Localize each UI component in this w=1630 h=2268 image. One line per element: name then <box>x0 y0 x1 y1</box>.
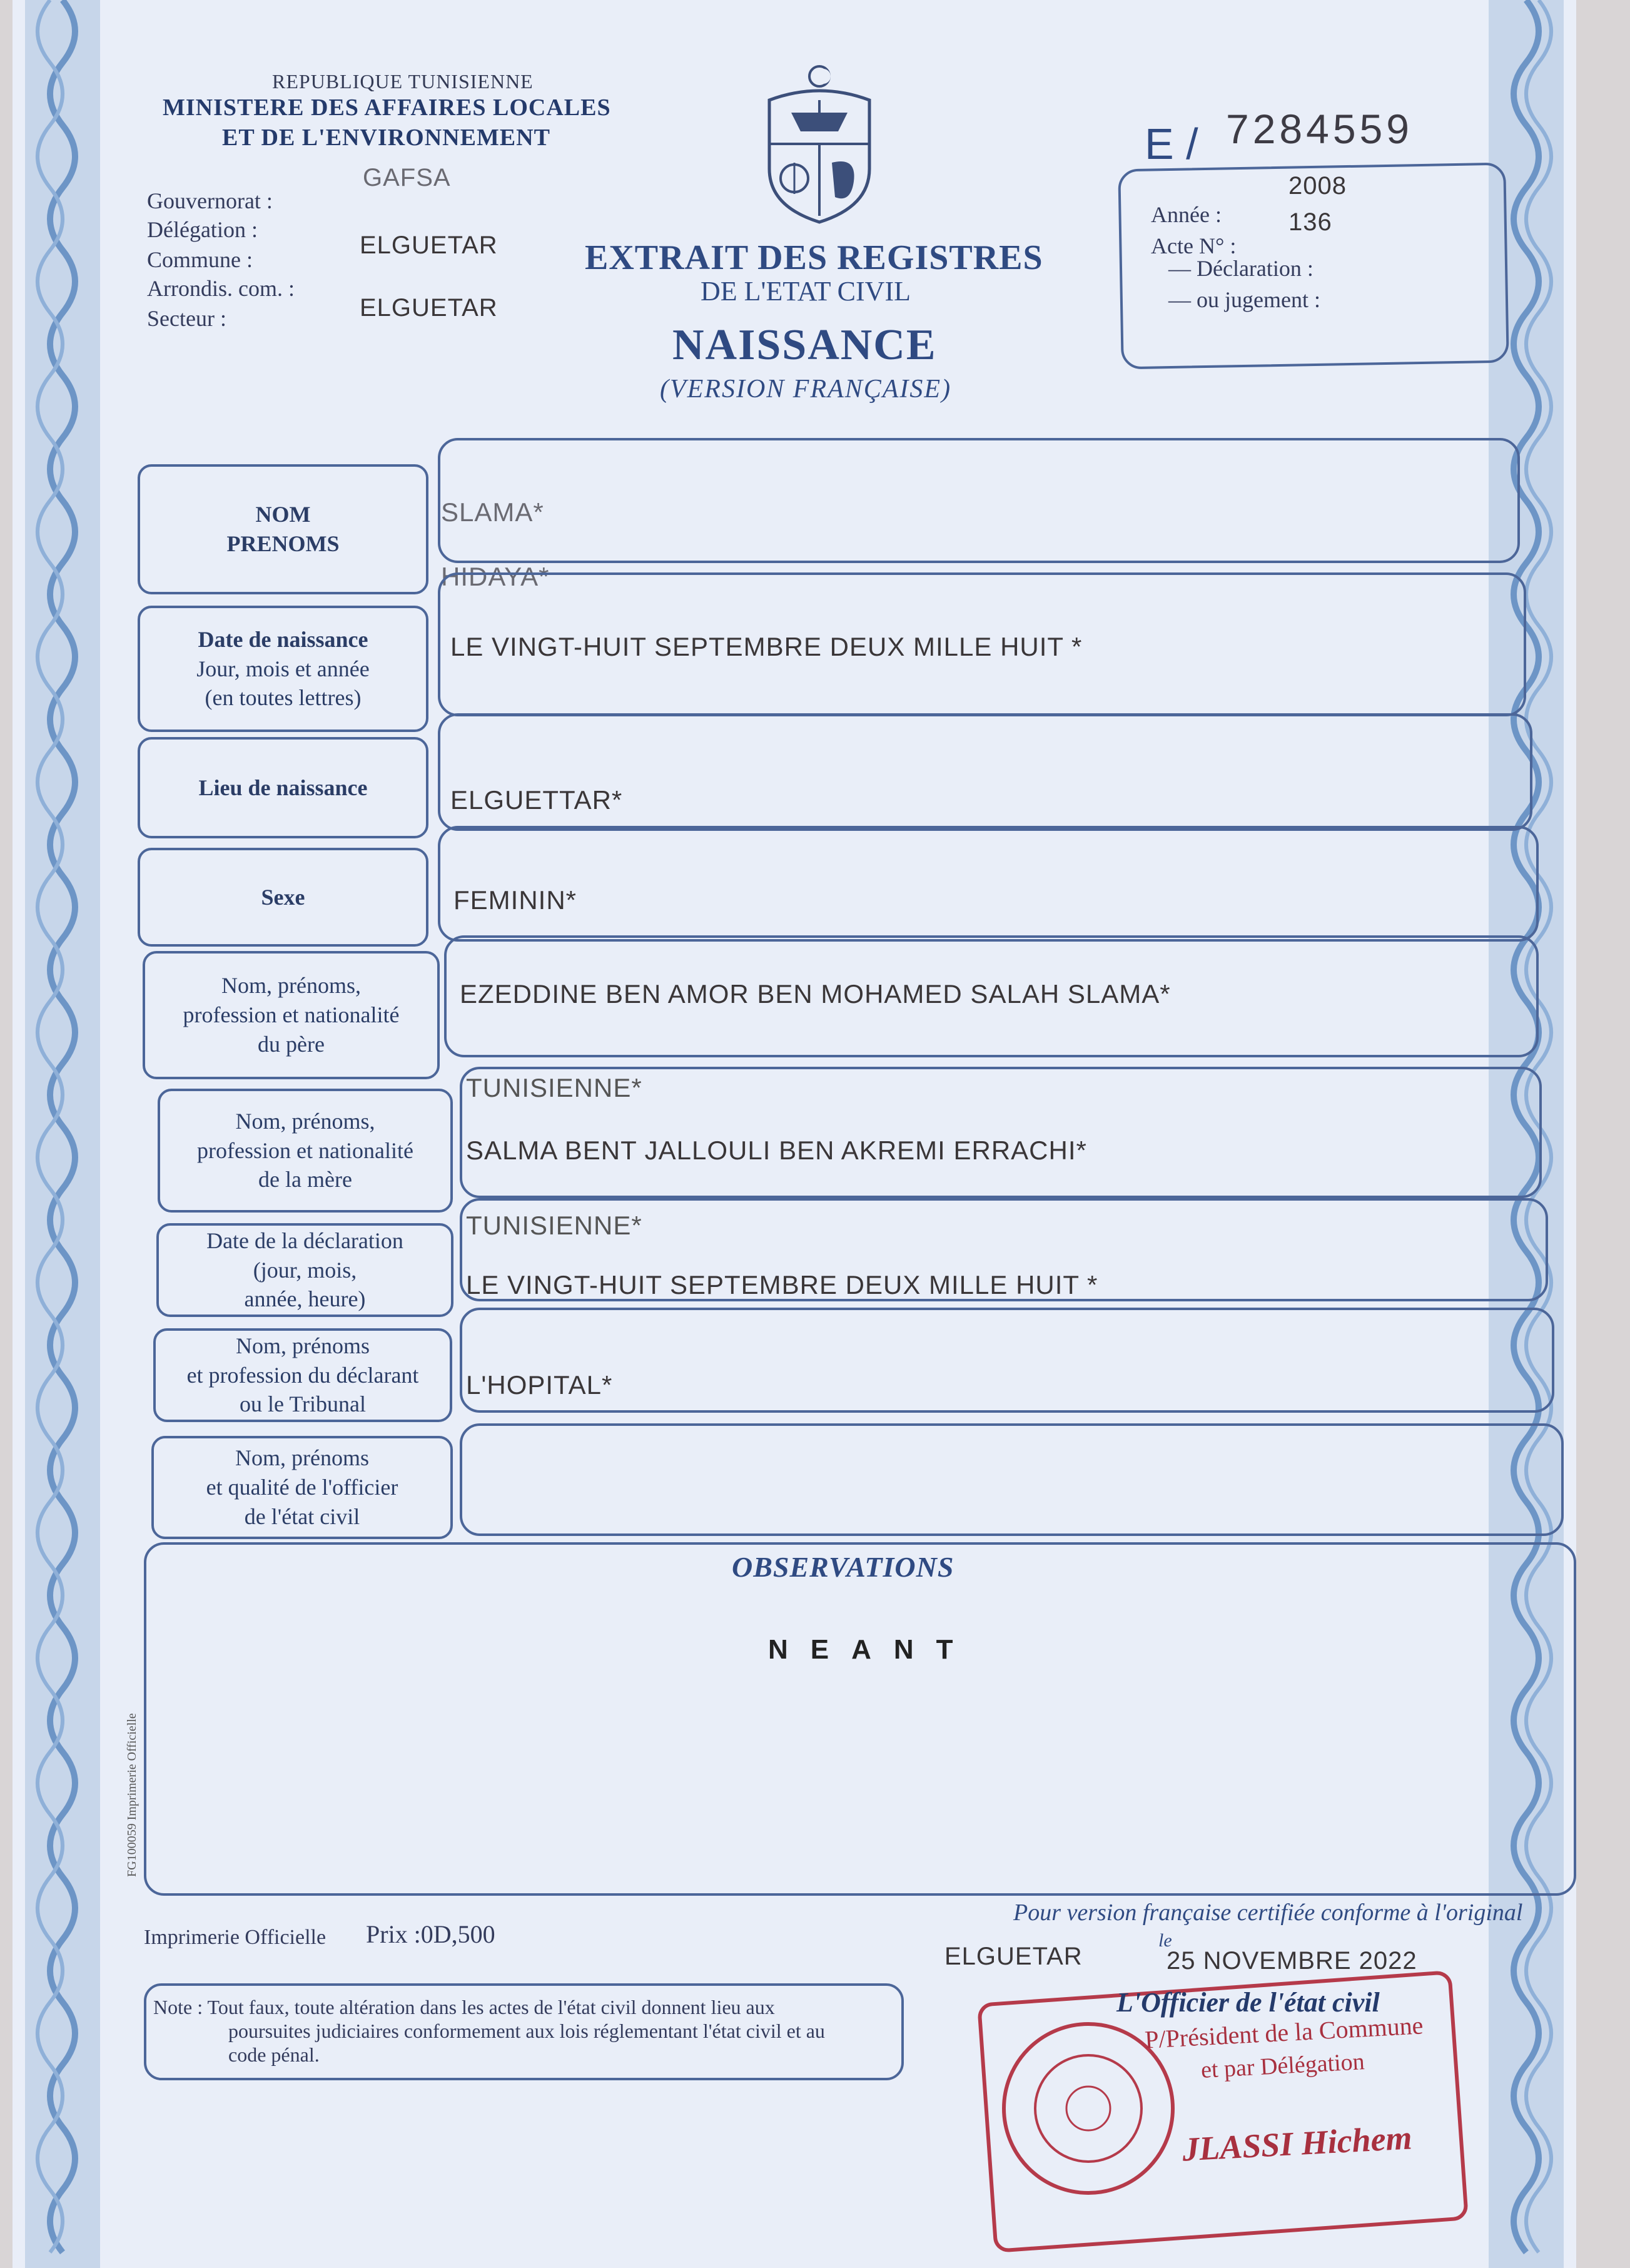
note-line1: Note : Tout faux, toute altération dans les actes de l'état civil donnent lieu aux <box>153 1996 775 2018</box>
pere-label-box <box>143 951 440 1079</box>
mere-label-3: de la mère <box>258 1167 352 1192</box>
declarant-label-3: ou le Tribunal <box>239 1391 367 1417</box>
prix-label: Prix :0D,500 <box>366 1920 495 1948</box>
date-naissance-value: LE VINGT-HUIT SEPTEMBRE DEUX MILLE HUIT * <box>450 632 1083 661</box>
date-naissance-label-box <box>138 606 428 732</box>
mere-label-1: Nom, prénoms, <box>235 1108 375 1134</box>
imprimerie-label: Imprimerie Officielle <box>144 1926 327 1949</box>
left-border-pattern <box>25 0 100 2268</box>
footer-le: le <box>1158 1930 1172 1951</box>
nom-prenoms-label-box <box>138 464 428 594</box>
tunisia-coat-of-arms <box>757 63 882 225</box>
secteur-label: Secteur : <box>147 306 226 331</box>
officier-label-1: Nom, prénoms <box>235 1445 369 1471</box>
lieu-naissance-label: Lieu de naissance <box>198 775 368 800</box>
date-naissance-sub2: (en toutes lettres) <box>205 685 362 711</box>
jugement-type-label: — ou jugement : <box>1168 287 1320 312</box>
sexe-value: FEMININ* <box>453 885 577 915</box>
annee-value: 2008 <box>1288 172 1347 200</box>
declarant-value-box <box>460 1308 1554 1413</box>
delegation-label: Délégation : <box>147 217 258 242</box>
sexe-label: Sexe <box>261 884 305 910</box>
declaration-label-1: Date de la déclaration <box>206 1228 403 1253</box>
observations-title: OBSERVATIONS <box>732 1551 954 1583</box>
signatory-name: JLASSI Hichem <box>1181 2118 1413 2169</box>
president-line: P/Président de la Commune <box>1144 2011 1424 2054</box>
declaration-type-label: — Déclaration : <box>1168 256 1314 281</box>
nom-label: NOM <box>255 502 311 527</box>
officier-value-box <box>460 1423 1564 1536</box>
title-etat-civil: DE L'ETAT CIVIL <box>701 276 911 307</box>
declarant-label-box <box>153 1328 452 1422</box>
lieu-naissance-value: ELGUETTAR* <box>450 785 623 815</box>
declarant-label-2: et profession du déclarant <box>186 1362 419 1388</box>
date-naissance-label: Date de naissance <box>198 626 368 652</box>
certification-text: Pour version française certifiée conforme à l'original <box>1013 1899 1523 1926</box>
mere-nationalite: TUNISIENNE* <box>466 1211 642 1240</box>
officier-label-3: de l'état civil <box>244 1503 360 1529</box>
pere-nationalite: TUNISIENNE* <box>466 1073 642 1102</box>
pere-label-2: profession et nationalité <box>183 1002 400 1028</box>
pere-label-3: du père <box>258 1031 325 1057</box>
ministry-line2: ET DE L'ENVIRONNEMENT <box>222 125 550 151</box>
pere-value: EZEDDINE BEN AMOR BEN MOHAMED SALAH SLAMA* <box>460 979 1171 1009</box>
note-line3: code pénal. <box>228 2043 320 2066</box>
document-sheet <box>13 0 1576 2268</box>
officier-label-box <box>151 1436 453 1539</box>
nom-value: SLAMA* <box>441 497 544 527</box>
observations-value: NEANT <box>768 1634 976 1665</box>
mere-label-2: profession et nationalité <box>197 1137 413 1163</box>
declaration-label-2: (jour, mois, <box>253 1257 357 1283</box>
mere-value-box <box>460 1067 1542 1198</box>
declaration-value: LE VINGT-HUIT SEPTEMBRE DEUX MILLE HUIT * <box>466 1270 1098 1299</box>
date-naissance-sub1: Jour, mois et année <box>196 656 370 681</box>
lieu-naissance-label-box <box>138 737 428 838</box>
footer-date: 25 NOVEMBRE 2022 <box>1167 1947 1417 1975</box>
officier-title: L'Officier de l'état civil <box>1116 1987 1380 2018</box>
serial-prefix: E / <box>1145 120 1198 168</box>
title-version: (VERSION FRANÇAISE) <box>660 375 952 404</box>
ministry-line1: MINISTERE DES AFFAIRES LOCALES <box>163 94 611 121</box>
form-code: FG100059 Imprimerie Officielle <box>125 1713 139 1877</box>
serial-number: 7284559 <box>1226 106 1413 152</box>
delegation-line: et par Délégation <box>1200 2048 1365 2083</box>
annee-label: Année : <box>1151 202 1222 227</box>
officier-label-2: et qualité de l'officier <box>206 1475 398 1500</box>
delegation-value: ELGUETAR <box>360 231 498 259</box>
mere-label-box <box>158 1089 453 1213</box>
nom-value-box <box>438 438 1520 563</box>
commune-label: Commune : <box>147 247 253 272</box>
declaration-label-box <box>156 1223 453 1317</box>
observations-box <box>144 1542 1576 1896</box>
footer-place: ELGUETAR <box>944 1943 1083 1970</box>
declarant-value: L'HOPITAL* <box>466 1370 613 1400</box>
prenoms-label: PRENOMS <box>226 531 340 556</box>
sexe-label-box <box>138 848 428 947</box>
arrondissement-label: Arrondis. com. : <box>147 276 295 301</box>
acte-value: 136 <box>1288 208 1332 236</box>
republic-label: REPUBLIQUE TUNISIENNE <box>272 70 534 93</box>
prenoms-value: HIDAYA* <box>441 562 550 591</box>
gouvernorat-value: GAFSA <box>363 164 451 191</box>
gouvernorat-label: Gouvernorat : <box>147 188 273 213</box>
secteur-value: ELGUETAR <box>360 294 498 322</box>
mere-value: SALMA BENT JALLOULI BEN AKREMI ERRACHI* <box>466 1136 1087 1165</box>
title-naissance: NAISSANCE <box>672 321 937 369</box>
declarant-label-1: Nom, prénoms <box>236 1333 370 1358</box>
title-extrait: EXTRAIT DES REGISTRES <box>585 238 1043 277</box>
declaration-label-3: année, heure) <box>244 1286 366 1312</box>
note-line2: poursuites judiciaires conformement aux lois réglementant l'état civil et au <box>228 2020 825 2042</box>
acte-label: Acte N° : <box>1151 233 1237 258</box>
pere-label-1: Nom, prénoms, <box>221 973 361 999</box>
sexe-value-box <box>438 826 1539 942</box>
